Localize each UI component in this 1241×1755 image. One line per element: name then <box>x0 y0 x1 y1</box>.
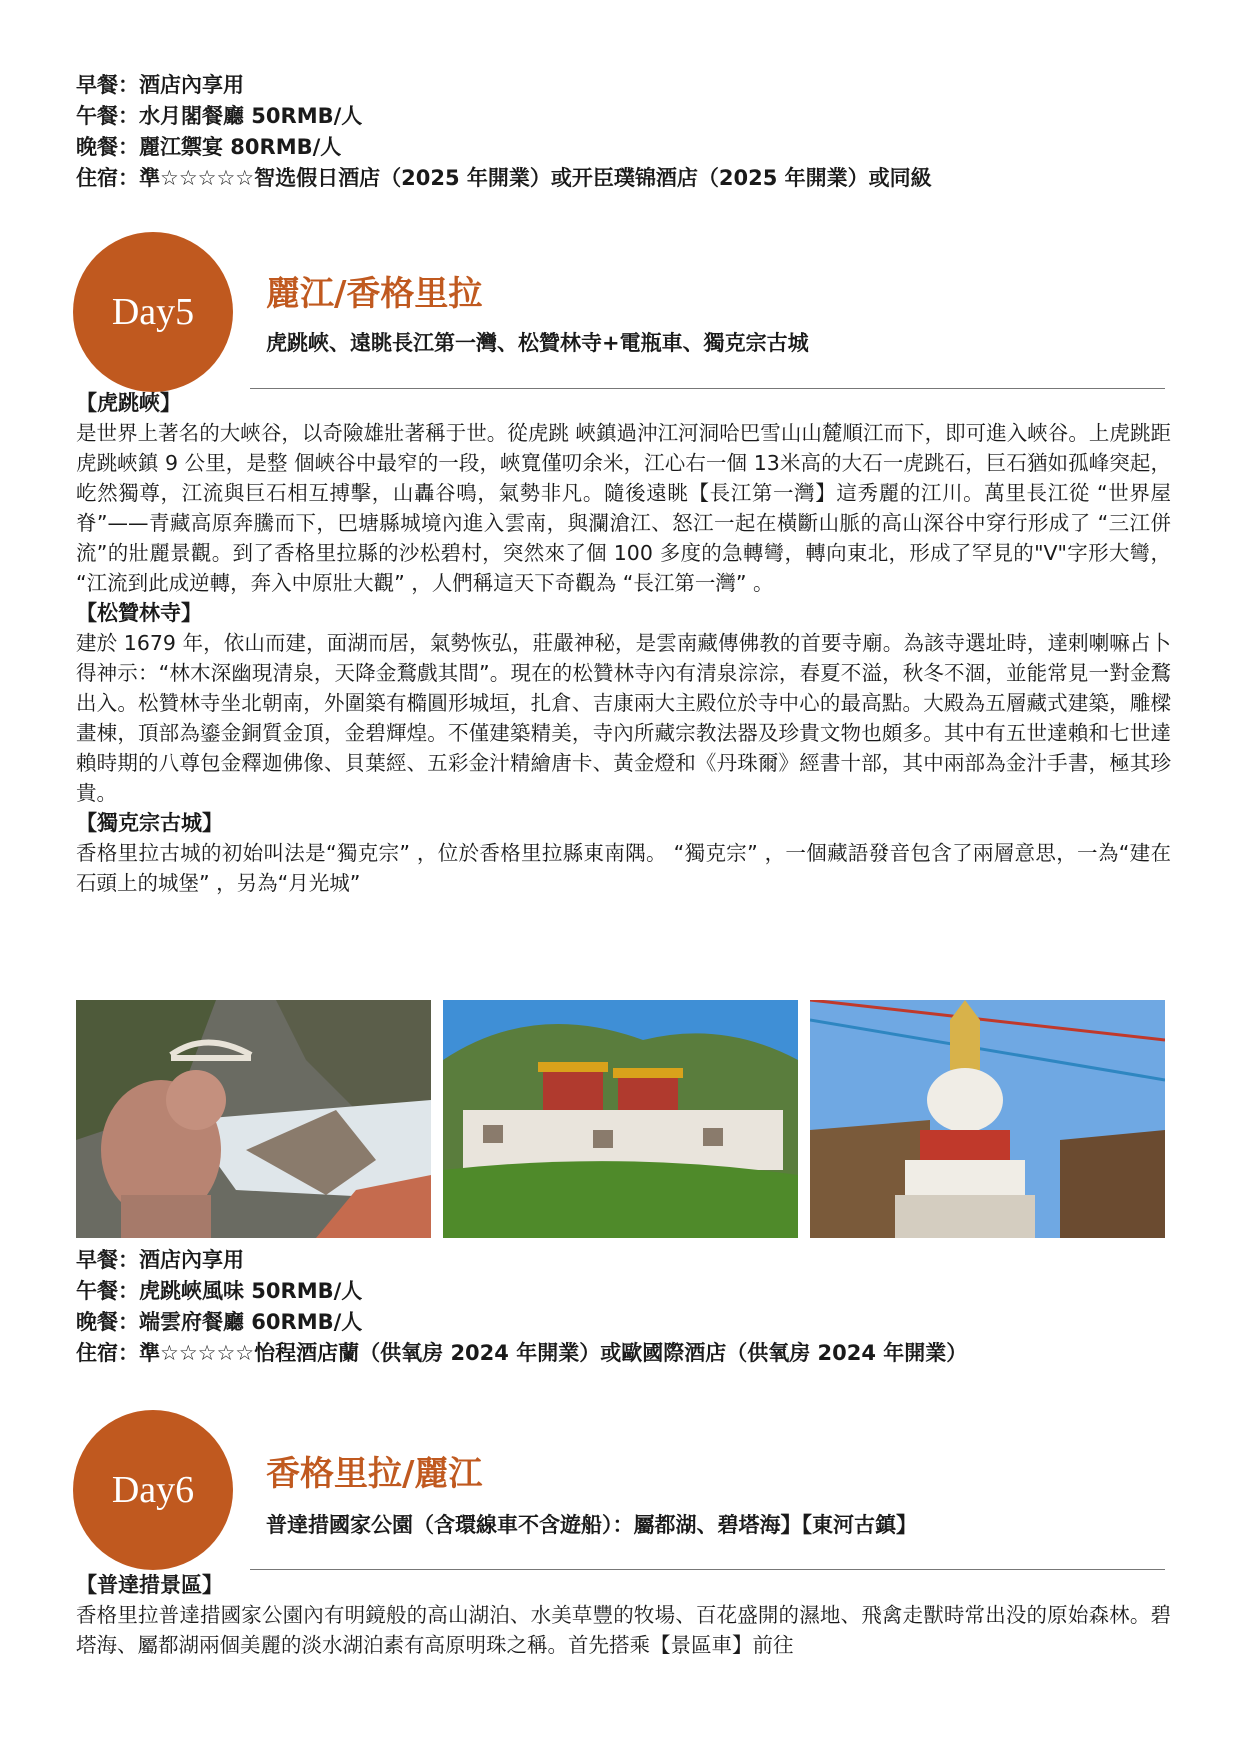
meal-value: 準☆☆☆☆☆怡程酒店蘭（供氧房 2024 年開業）或歐國際酒店（供氧房 2024 年開業） <box>139 1341 968 1365</box>
section-heading-tiger-leaping-gorge: 【虎跳峽】 <box>76 391 181 415</box>
meal-accommodation <box>76 163 1176 194</box>
meal-label: 晚餐： <box>76 1310 139 1334</box>
section-text-songzanlin-temple: 建於 1679 年，依山而建，面湖而居，氣勢恢弘，莊嚴神秘，是雲南藏傳佛教的首要寺廟。為該寺選址時，達剌喇嘛占卜得神示：“林木深幽現清泉，天降金鶩戲其間”。現在的松贊林寺內有清泉淙淙，春夏不溢，秋冬不涸，並能常見一對金鶩出入。松贊林寺坐北朝南，外圍築有橢圓形城垣，扎倉、吉康兩大主殿位於寺中心的最高點。大殿為五層藏式建築，雕樑畫棟，頂部為鎏金銅質金頂，金碧輝煌。不僅建築精美，寺內所藏宗教法器及珍貴文物也頗多。其中有五世達賴和七世達賴時期的八尊包金釋迦佛像、貝葉經、五彩金汁精繪唐卡、黃金燈和《丹珠爾》經書十部，其中兩部為金汁手書，極其珍貴。 <box>76 631 1171 805</box>
section-text-dukezong-old-town: 香格里拉古城的初始叫法是“獨克宗” ，位於香格里拉縣東南隅。 “獨克宗” ，一個藏語發音包含了兩層意思，一為“建在石頭上的城堡” ，另為“月光城” <box>76 841 1171 895</box>
meal-label: 早餐： <box>76 1248 139 1272</box>
meal-breakfast <box>76 70 1176 101</box>
meal-breakfast <box>76 1245 1176 1276</box>
section-heading-songzanlin-temple: 【松贊林寺】 <box>76 601 202 625</box>
meals-list-day5 <box>76 1245 1176 1369</box>
day5-subtitle: 虎跳峽、遠眺長江第一灣、松贊林寺+電瓶車、獨克宗古城 <box>266 331 809 355</box>
meal-label: 住宿： <box>76 1341 139 1365</box>
photo-tiger-leaping-gorge <box>76 1000 431 1238</box>
photo-songzanlin-temple <box>443 1000 798 1238</box>
meal-value: 水月閣餐廳 50RMB/人 <box>139 104 363 128</box>
section-heading-pudacuo: 【普達措景區】 <box>76 1573 223 1597</box>
meal-label: 午餐： <box>76 104 139 128</box>
day6-content <box>76 1570 1171 1660</box>
meal-label: 早餐： <box>76 73 139 97</box>
meal-label: 住宿： <box>76 166 139 190</box>
day6-badge: Day6 <box>73 1410 233 1570</box>
meal-label: 午餐： <box>76 1279 139 1303</box>
meal-value: 酒店內享用 <box>139 73 244 97</box>
meal-label: 晚餐： <box>76 135 139 159</box>
meal-dinner <box>76 1307 1176 1338</box>
meals-list-top <box>76 70 1176 194</box>
meal-lunch <box>76 1276 1176 1307</box>
section-text-pudacuo: 香格里拉普達措國家公園內有明鏡般的高山湖泊、水美草豐的牧場、百花盛開的濕地、飛禽走獸時常出没的原始森林。碧塔海、屬都湖兩個美麗的淡水湖泊素有高原明珠之稱。首先搭乘【景區車】前往 <box>76 1603 1171 1657</box>
meal-value: 準☆☆☆☆☆智选假日酒店（2025 年開業）或开臣璞锦酒店（2025 年開業）或同級 <box>139 166 932 190</box>
meal-value: 端雲府餐廳 60RMB/人 <box>139 1310 363 1334</box>
meal-accommodation <box>76 1338 1176 1369</box>
meal-value: 酒店內享用 <box>139 1248 244 1272</box>
meal-value: 麗江禦宴 80RMB/人 <box>139 135 342 159</box>
day6-subtitle: 普達措國家公園（含環線車不含遊船）：屬都湖、碧塔海】【東河古鎮】 <box>266 1513 917 1537</box>
section-text-tiger-leaping-gorge: 是世界上著名的大峽谷，以奇險雄壯著稱于世。從虎跳 峽鎮過沖江河洞哈巴雪山山麓順江而下，即可進入峽谷。上虎跳距虎跳峽鎮 9 公里，是整 個峽谷中最窄的一段，峽寬僅叨余米，江心右一個 13米高的大石一虎跳石，巨石猶如孤峰突起，屹然獨尊，江流與巨石相互搏擊，山轟谷鳴，氣勢非凡。隨後遠眺【長江第一灣】這秀麗的江川。萬里長江從 “世界屋脊”——青藏高原奔騰而下，巴塘縣城境內進入雲南，與瀾滄江、怒江一起在橫斷山脈的高山深谷中穿行形成了 “三江併流”的壯麗景觀。到了香格里拉縣的沙松碧村，突然來了個 100 多度的急轉彎，轉向東北，形成了罕見的"V"字形大彎， “江流到此成逆轉，奔入中原壯大觀” ，人們稱這天下奇觀為 “長江第一灣” 。 <box>76 421 1171 595</box>
meal-dinner <box>76 132 1176 163</box>
meal-value: 虎跳峽風味 50RMB/人 <box>139 1279 363 1303</box>
day5-badge: Day5 <box>73 232 233 392</box>
photo-dukezong-stupa <box>810 1000 1165 1238</box>
section-heading-dukezong-old-town: 【獨克宗古城】 <box>76 811 223 835</box>
meal-lunch <box>76 101 1176 132</box>
day5-content <box>76 388 1171 898</box>
day5-title: 麗江/香格里拉 <box>266 274 483 314</box>
day6-title: 香格里拉/麗江 <box>266 1454 483 1494</box>
